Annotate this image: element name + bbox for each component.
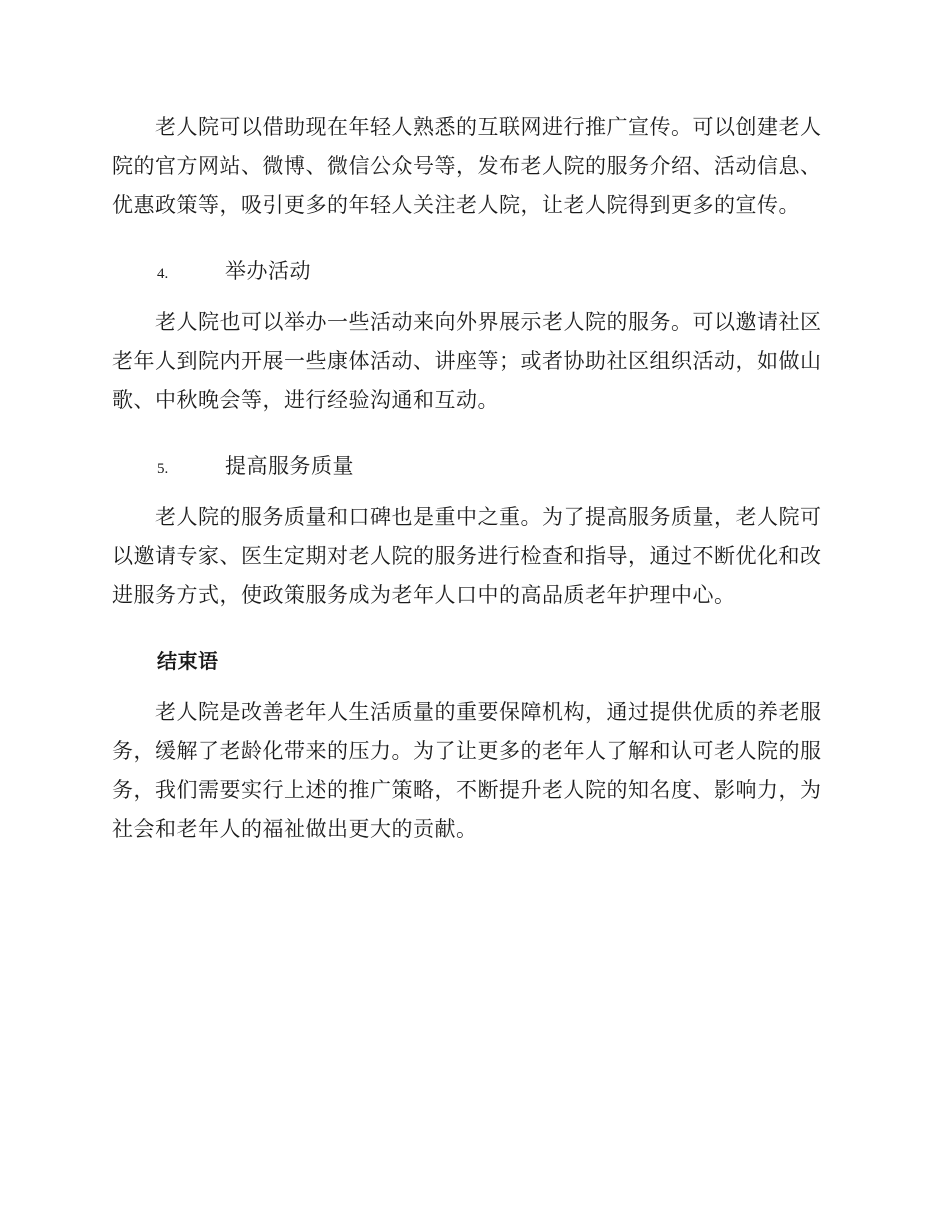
list-heading-text: 提高服务质量 <box>225 454 354 478</box>
paragraph-activities: 老人院也可以举办一些活动来向外界展示老人院的服务。可以邀请社区老年人到院内开展一些康体活动、讲座等；或者协助社区组织活动，如做山歌、中秋晚会等，进行经验沟通和互动。 <box>112 310 822 412</box>
list-heading-activities <box>157 252 311 294</box>
paragraph-internet-promotion: 老人院可以借助现在年轻人熟悉的互联网进行推广宣传。可以创建老人院的官方网站、微博、微信公众号等，发布老人院的服务介绍、活动信息、优惠政策等，吸引更多的年轻人关注老人院，让老人院得到更多的宣传。 <box>112 115 822 217</box>
list-heading-text: 举办活动 <box>225 259 311 283</box>
list-number: 5. <box>157 461 169 477</box>
section-title-conclusion: 结束语 <box>157 649 219 673</box>
list-heading-service-quality <box>157 447 354 489</box>
list-number: 4. <box>157 266 169 282</box>
paragraph-conclusion: 老人院是改善老年人生活质量的重要保障机构，通过提供优质的养老服务，缓解了老龄化带来的压力。为了让更多的老年人了解和认可老人院的服务，我们需要实行上述的推广策略，不断提升老人院的知名度、影响力，为社会和老年人的福祉做出更大的贡献。 <box>112 700 822 841</box>
paragraph-service-quality: 老人院的服务质量和口碑也是重中之重。为了提高服务质量，老人院可以邀请专家、医生定期对老人院的服务进行检查和指导，通过不断优化和改进服务方式，使政策服务成为老年人口中的高品质老年护理中心。 <box>112 505 822 607</box>
